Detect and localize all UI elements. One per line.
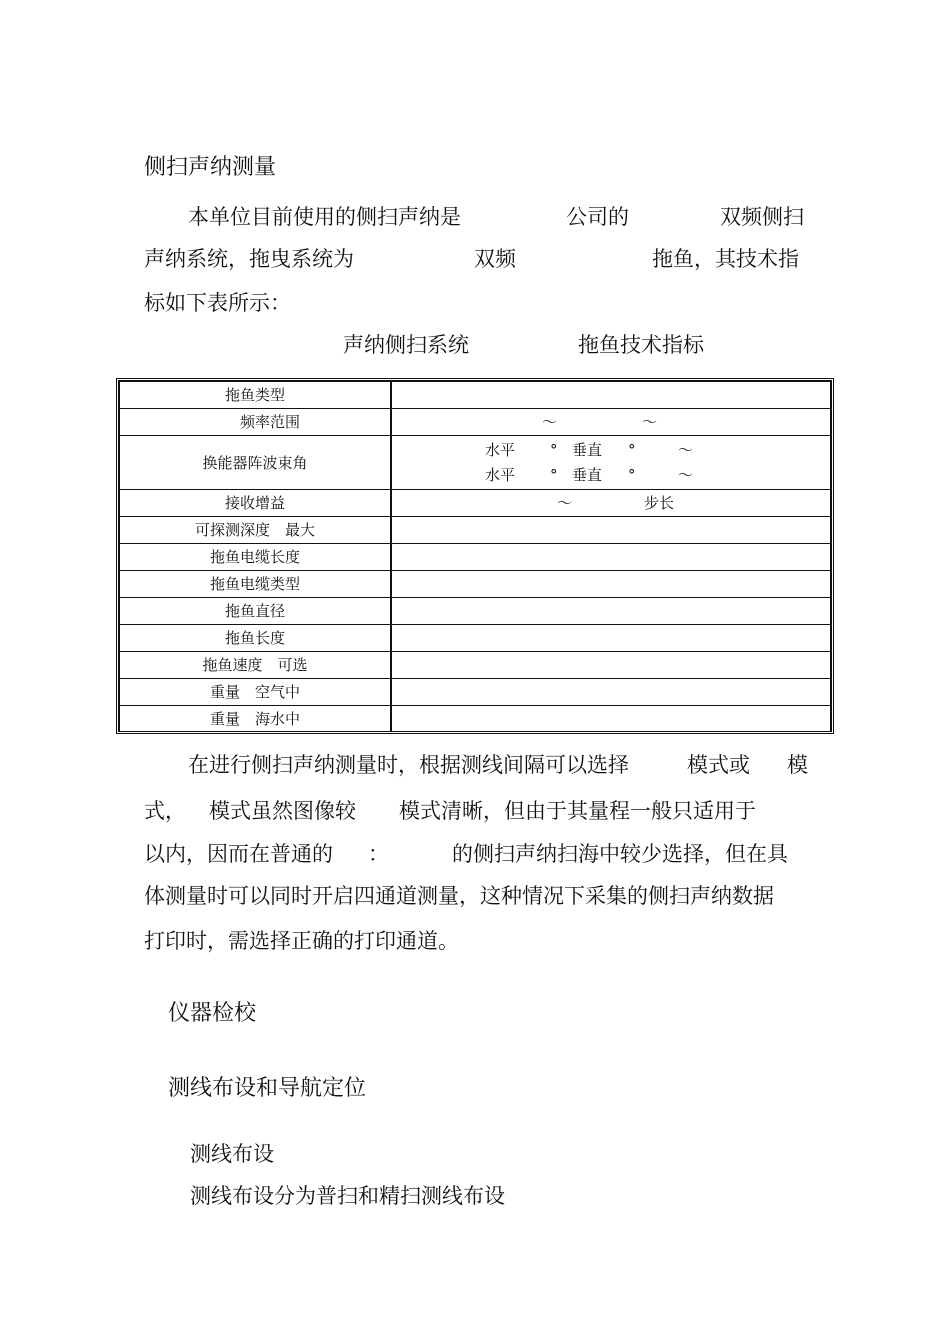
table-cell-value bbox=[391, 625, 831, 652]
table-cell-label: 接收增益 bbox=[120, 490, 392, 517]
para2-text-2b: 模式虽然图像较 bbox=[209, 799, 356, 823]
table-row bbox=[120, 490, 831, 517]
spec-table bbox=[119, 381, 831, 732]
para2-text-3b: ： bbox=[368, 842, 389, 866]
table-cell-value bbox=[391, 544, 831, 571]
intro-text-2a: 声纳系统，拖曳系统为 bbox=[144, 247, 354, 271]
para2-text-1b: 模式或 bbox=[687, 753, 750, 777]
table-cell-label: 重量 海水中 bbox=[120, 706, 392, 732]
table-row bbox=[120, 679, 831, 706]
table-row bbox=[120, 517, 831, 544]
table-row bbox=[120, 382, 831, 409]
section-heading: 侧扫声纳测量 bbox=[144, 155, 277, 180]
table-row bbox=[120, 571, 831, 598]
table-cell-value bbox=[391, 517, 831, 544]
cell-text: ～ bbox=[678, 466, 694, 484]
cell-text: 频率范围 bbox=[239, 413, 300, 431]
cell-text: 垂直 bbox=[572, 466, 603, 484]
sub-heading: 测线布设 bbox=[190, 1142, 274, 1166]
para2-text-5: 打印时，需选择正确的打印通道。 bbox=[144, 929, 459, 953]
table-cell-label: 拖鱼类型 bbox=[120, 382, 392, 409]
table-cell-label: 拖鱼直径 bbox=[120, 598, 392, 625]
table-cell-label: 重量 空气中 bbox=[120, 679, 392, 706]
intro-text-2b: 双频 bbox=[474, 247, 516, 271]
table-cell-label: 拖鱼电缆类型 bbox=[120, 571, 392, 598]
table-cell-label: 拖鱼长度 bbox=[120, 625, 392, 652]
cell-text: ～ bbox=[678, 441, 694, 459]
table-cell-label: 换能器阵波束角 bbox=[120, 436, 392, 490]
table-row bbox=[120, 625, 831, 652]
table-row bbox=[120, 652, 831, 679]
table-cell-value bbox=[391, 598, 831, 625]
para2-text-2a: 式， bbox=[144, 799, 186, 823]
table-cell-value bbox=[391, 382, 831, 409]
para2-text-2c: 模式清晰，但由于其量程一般只适用于 bbox=[399, 799, 756, 823]
cell-text: ° bbox=[628, 441, 636, 459]
table-row bbox=[120, 544, 831, 571]
table-cell-value bbox=[391, 490, 831, 517]
para2-text-3a: 以内，因而在普通的 bbox=[144, 842, 333, 866]
cell-text: 垂直 bbox=[572, 441, 603, 459]
cell-text: ～ bbox=[557, 494, 573, 512]
table-cell-label: 拖鱼速度 可选 bbox=[120, 652, 392, 679]
intro-text-3: 标如下表所示： bbox=[144, 291, 291, 315]
cell-text: 水平 bbox=[485, 466, 516, 484]
intro-text-2c: 拖鱼，其技术指 bbox=[652, 247, 799, 271]
cell-text: 步长 bbox=[644, 494, 675, 512]
table-caption-1: 声纳侧扫系统 bbox=[343, 333, 469, 357]
para2-text-3c: 的侧扫声纳扫海中较少选择，但在具 bbox=[452, 842, 788, 866]
table-row bbox=[120, 436, 831, 490]
cell-text: ～ bbox=[542, 413, 558, 431]
table-cell-value bbox=[391, 571, 831, 598]
sub-text: 测线布设分为普扫和精扫测线布设 bbox=[190, 1184, 505, 1208]
intro-text-1a: 本单位目前使用的侧扫声纳是 bbox=[188, 205, 461, 229]
section-heading: 测线布设和导航定位 bbox=[168, 1076, 367, 1101]
table-row bbox=[120, 598, 831, 625]
cell-text: 水平 bbox=[485, 441, 516, 459]
para2-text-1a: 在进行侧扫声纳测量时，根据测线间隔可以选择 bbox=[188, 753, 629, 777]
intro-text-1b: 公司的 bbox=[566, 205, 629, 229]
table-cell-value bbox=[391, 409, 831, 436]
section-heading: 仪器检校 bbox=[168, 1001, 257, 1026]
table-cell-label bbox=[120, 409, 392, 436]
table-caption-2: 拖鱼技术指标 bbox=[578, 333, 704, 357]
table-cell-label: 可探测深度 最大 bbox=[120, 517, 392, 544]
para2-text-4: 体测量时可以同时开启四通道测量，这种情况下采集的侧扫声纳数据 bbox=[144, 884, 774, 908]
table-cell-value bbox=[391, 652, 831, 679]
table-cell-value bbox=[391, 679, 831, 706]
table-cell-label: 拖鱼电缆长度 bbox=[120, 544, 392, 571]
para2-text-1c: 模 bbox=[787, 753, 808, 777]
cell-text: ° bbox=[628, 466, 636, 484]
cell-text: ° bbox=[550, 466, 558, 484]
table-cell-value bbox=[391, 706, 831, 732]
table-cell-value bbox=[391, 436, 831, 490]
intro-text-1c: 双频侧扫 bbox=[720, 205, 804, 229]
cell-text: ～ bbox=[642, 413, 658, 431]
cell-text: ° bbox=[550, 441, 558, 459]
table-row bbox=[120, 706, 831, 732]
table-row bbox=[120, 409, 831, 436]
